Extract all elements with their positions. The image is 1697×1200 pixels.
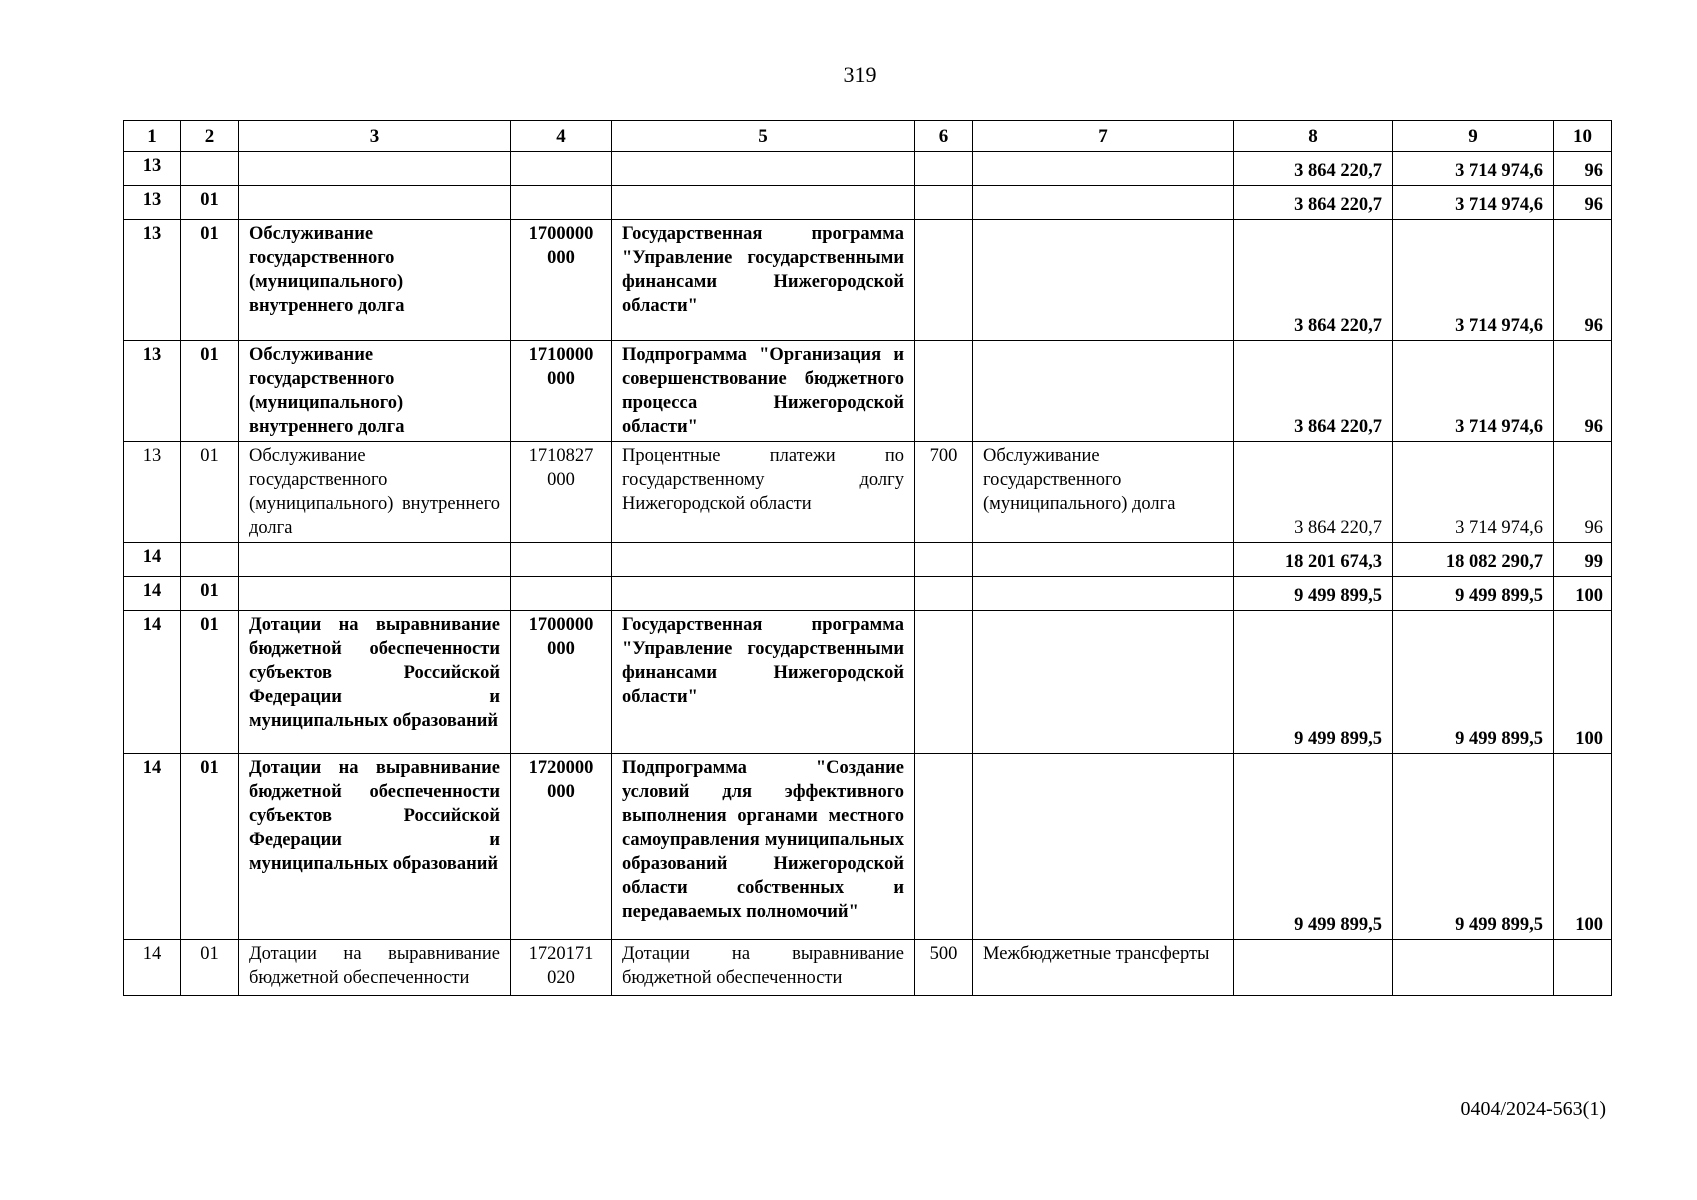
program-name	[612, 186, 915, 220]
table-row	[124, 152, 1612, 186]
execution-percent: 96	[1554, 186, 1612, 220]
program-name: Подпрограмма "Создание условий для эффективного выполнения органами местного самоуправления муниципальных образований Нижегородской области собственных и передаваемых полномочий"	[612, 754, 915, 940]
section-code: 14	[124, 577, 181, 611]
actual-amount: 9 499 899,5	[1393, 577, 1554, 611]
section-code: 13	[124, 442, 181, 543]
expense-name	[239, 186, 511, 220]
table-row	[124, 220, 1612, 341]
expense-type-name: Обслуживание государственного (муниципального) долга	[973, 442, 1234, 543]
expense-name: Дотации на выравнивание бюджетной обеспеченности	[239, 940, 511, 996]
execution-percent: 100	[1554, 611, 1612, 754]
expense-name: Обслуживание государственного (муниципального) внутреннего долга	[239, 341, 511, 442]
program-name: Подпрограмма "Организация и совершенствование бюджетного процесса Нижегородской области"	[612, 341, 915, 442]
header-col-6: 6	[915, 121, 973, 152]
expense-name: Дотации на выравнивание бюджетной обеспеченности субъектов Российской Федерации и муниципальных образований	[239, 754, 511, 940]
budget-table	[123, 120, 1612, 996]
program-name: Процентные платежи по государственному долгу Нижегородской области	[612, 442, 915, 543]
program-name	[612, 152, 915, 186]
program-code: 1720171 020	[511, 940, 612, 996]
header-col-5: 5	[612, 121, 915, 152]
planned-amount: 9 499 899,5	[1234, 611, 1393, 754]
expense-name: Обслуживание государственного (муниципального) внутреннего долга	[239, 220, 511, 341]
actual-amount: 3 714 974,6	[1393, 220, 1554, 341]
table-row	[124, 940, 1612, 996]
execution-percent	[1554, 940, 1612, 996]
table-row	[124, 186, 1612, 220]
subsection-code: 01	[181, 577, 239, 611]
execution-percent: 96	[1554, 341, 1612, 442]
program-code	[511, 152, 612, 186]
planned-amount: 18 201 674,3	[1234, 543, 1393, 577]
planned-amount: 3 864 220,7	[1234, 442, 1393, 543]
planned-amount: 3 864 220,7	[1234, 152, 1393, 186]
expense-name	[239, 577, 511, 611]
expense-name	[239, 543, 511, 577]
section-code: 14	[124, 754, 181, 940]
program-code	[511, 186, 612, 220]
execution-percent: 100	[1554, 577, 1612, 611]
table-row	[124, 754, 1612, 940]
expense-type-code	[915, 341, 973, 442]
expense-type-code	[915, 611, 973, 754]
expense-type-name	[973, 186, 1234, 220]
actual-amount: 3 714 974,6	[1393, 152, 1554, 186]
actual-amount: 18 082 290,7	[1393, 543, 1554, 577]
execution-percent: 96	[1554, 442, 1612, 543]
program-name	[612, 543, 915, 577]
section-code: 13	[124, 341, 181, 442]
subsection-code: 01	[181, 220, 239, 341]
header-col-3: 3	[239, 121, 511, 152]
actual-amount: 3 714 974,6	[1393, 442, 1554, 543]
program-name: Дотации на выравнивание бюджетной обеспеченности	[612, 940, 915, 996]
planned-amount	[1234, 940, 1393, 996]
expense-type-code	[915, 754, 973, 940]
expense-name	[239, 152, 511, 186]
expense-type-name	[973, 754, 1234, 940]
section-code: 13	[124, 220, 181, 341]
header-col-2: 2	[181, 121, 239, 152]
expense-type-name	[973, 152, 1234, 186]
table-row	[124, 442, 1612, 543]
subsection-code: 01	[181, 611, 239, 754]
page-number: 319	[843, 62, 877, 87]
subsection-code: 01	[181, 940, 239, 996]
section-code: 13	[124, 186, 181, 220]
actual-amount: 9 499 899,5	[1393, 611, 1554, 754]
actual-amount: 3 714 974,6	[1393, 341, 1554, 442]
table-row	[124, 577, 1612, 611]
planned-amount: 9 499 899,5	[1234, 754, 1393, 940]
subsection-code	[181, 543, 239, 577]
expense-type-name	[973, 543, 1234, 577]
document-code: 0404/2024-563(1)	[1460, 1098, 1606, 1120]
program-code	[511, 543, 612, 577]
table-row	[124, 341, 1612, 442]
subsection-code: 01	[181, 442, 239, 543]
program-code	[511, 577, 612, 611]
section-code: 14	[124, 543, 181, 577]
planned-amount: 3 864 220,7	[1234, 341, 1393, 442]
expense-type-code	[915, 577, 973, 611]
header-col-7: 7	[973, 121, 1234, 152]
expense-type-code	[915, 186, 973, 220]
header-col-4: 4	[511, 121, 612, 152]
actual-amount: 9 499 899,5	[1393, 754, 1554, 940]
actual-amount: 3 714 974,6	[1393, 186, 1554, 220]
program-name	[612, 577, 915, 611]
expense-type-name: Межбюджетные трансферты	[973, 940, 1234, 996]
planned-amount: 3 864 220,7	[1234, 186, 1393, 220]
subsection-code: 01	[181, 341, 239, 442]
expense-type-code: 500	[915, 940, 973, 996]
expense-type-code	[915, 152, 973, 186]
section-code: 14	[124, 940, 181, 996]
program-name: Государственная программа "Управление государственными финансами Нижегородской области"	[612, 611, 915, 754]
program-code: 1710827 000	[511, 442, 612, 543]
header-col-9: 9	[1393, 121, 1554, 152]
execution-percent: 96	[1554, 220, 1612, 341]
expense-name: Обслуживание государственного (муниципального) внутреннего долга	[239, 442, 511, 543]
section-code: 13	[124, 152, 181, 186]
subsection-code: 01	[181, 754, 239, 940]
expense-type-name	[973, 611, 1234, 754]
expense-type-name	[973, 220, 1234, 341]
program-name: Государственная программа "Управление государственными финансами Нижегородской области"	[612, 220, 915, 341]
program-code: 1720000 000	[511, 754, 612, 940]
program-code: 1710000 000	[511, 341, 612, 442]
expense-type-name	[973, 341, 1234, 442]
subsection-code: 01	[181, 186, 239, 220]
planned-amount: 9 499 899,5	[1234, 577, 1393, 611]
table-row	[124, 543, 1612, 577]
header-row	[124, 121, 1612, 152]
execution-percent: 100	[1554, 754, 1612, 940]
planned-amount: 3 864 220,7	[1234, 220, 1393, 341]
header-col-10: 10	[1554, 121, 1612, 152]
table-row	[124, 611, 1612, 754]
actual-amount	[1393, 940, 1554, 996]
expense-type-name	[973, 577, 1234, 611]
section-code: 14	[124, 611, 181, 754]
header-col-1: 1	[124, 121, 181, 152]
expense-type-code: 700	[915, 442, 973, 543]
expense-name: Дотации на выравнивание бюджетной обеспеченности субъектов Российской Федерации и муниципальных образований	[239, 611, 511, 754]
program-code: 1700000 000	[511, 611, 612, 754]
execution-percent: 99	[1554, 543, 1612, 577]
header-col-8: 8	[1234, 121, 1393, 152]
program-code: 1700000 000	[511, 220, 612, 341]
execution-percent: 96	[1554, 152, 1612, 186]
expense-type-code	[915, 543, 973, 577]
expense-type-code	[915, 220, 973, 341]
subsection-code	[181, 152, 239, 186]
